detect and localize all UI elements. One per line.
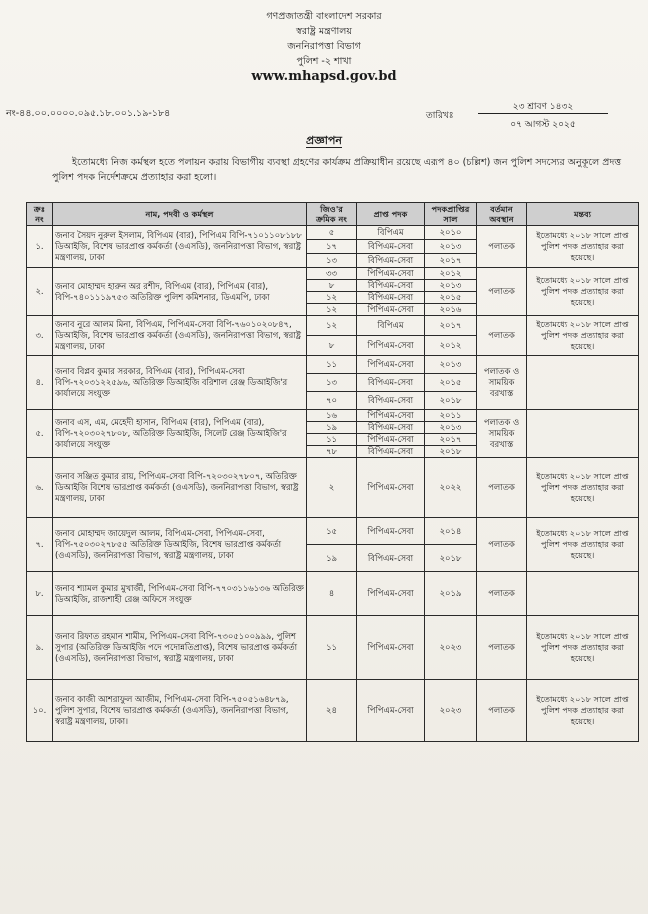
remark-cell	[527, 572, 639, 616]
status-cell: পলাতক ও সাময়িক বরখাস্ত	[477, 356, 527, 410]
go-serial-cell: ১১	[307, 356, 357, 374]
header-name: নাম, পদবী ও কর্মস্থল	[53, 203, 307, 226]
remark-cell: ইতোমধ্যে ২০১৮ সালে প্রাপ্ত পুলিশ পদক প্রত্যাহার করা হয়েছে।	[527, 518, 639, 572]
year-cell: ২০১২	[425, 268, 477, 280]
medal-cell: বিপিএম	[357, 226, 425, 240]
medal-cell: বিপিএম-সেবা	[357, 422, 425, 434]
remark-cell	[527, 410, 639, 458]
table-row	[27, 572, 639, 616]
header-remark: মন্তব্য	[527, 203, 639, 226]
document-title	[0, 132, 648, 151]
medal-cell: পিপিএম-সেবা	[357, 410, 425, 422]
year-cell: ২০১৪	[425, 518, 477, 545]
name-cell: জনাব মোহাম্মদ জায়েদুল আলম, বিপিএম-সেবা, পিপিএম-সেবা, বিপি-৭৫০৩০২৭৮৫৫ অতিরিক্ত ডিআইজি, বিশেষ ভারপ্রাপ্ত কর্মকর্তা (ওএসডি), জননিরাপত্তা বিভাগ, স্বরাষ্ট্র মন্ত্রণালয়, ঢাকা	[53, 518, 307, 572]
status-cell: পলাতক	[477, 268, 527, 316]
remark-cell: ইতোমধ্যে ২০১৮ সালে প্রাপ্ত পুলিশ পদক প্রত্যাহার করা হয়েছে।	[527, 616, 639, 680]
year-cell: ২০১৩	[425, 422, 477, 434]
serial-cell: ৮.	[27, 572, 53, 616]
year-cell: ২০২৩	[425, 616, 477, 680]
year-cell: ২০১৮	[425, 446, 477, 458]
go-serial-cell: ১৭	[307, 240, 357, 254]
medal-cell: পিপিএম-সেবা	[357, 616, 425, 680]
remark-cell: ইতোমধ্যে ২০১৮ সালে প্রাপ্ত পুলিশ পদক প্রত্যাহার করা হয়েছে।	[527, 680, 639, 742]
medal-cell: বিপিএম	[357, 316, 425, 336]
go-serial-cell: ১৩	[307, 374, 357, 392]
go-serial-cell: ৩৩	[307, 268, 357, 280]
serial-cell: ৩.	[27, 316, 53, 356]
go-serial-cell: ৫	[307, 226, 357, 240]
remark-cell	[527, 356, 639, 410]
go-serial-cell: ১১	[307, 616, 357, 680]
year-cell: ২০১১	[425, 410, 477, 422]
name-cell: জনাব সঞ্জিত কুমার রায়, পিপিএম-সেবা বিপি-৭২০৩০২৭৮০৭, অতিরিক্ত ডিআইজি বিশেষ ভারপ্রাপ্ত কর্মকর্তা (ওএসডি), জননিরাপত্তা বিভাগ, স্বরাষ্ট্র মন্ত্রণালয়, ঢাকা	[53, 458, 307, 518]
go-serial-cell: ১২	[307, 316, 357, 336]
medal-cell: পিপিএম-সেবা	[357, 356, 425, 374]
medal-cell: পিপিএম-সেবা	[357, 336, 425, 356]
year-cell: ২০১০	[425, 226, 477, 240]
intro-paragraph	[52, 155, 632, 185]
medal-cell: পিপিএম-সেবা	[357, 572, 425, 616]
go-serial-cell: ১৬	[307, 410, 357, 422]
medal-cell: বিপিএম-সেবা	[357, 545, 425, 572]
header-serial: ক্রঃ নং	[27, 203, 53, 226]
table-row	[27, 458, 639, 518]
table-row	[27, 226, 639, 240]
year-cell: ২০২২	[425, 458, 477, 518]
status-cell: পলাতক	[477, 572, 527, 616]
serial-cell: ২.	[27, 268, 53, 316]
status-cell: পলাতক	[477, 518, 527, 572]
table-header-row	[27, 203, 639, 226]
division-name: জননিরাপত্তা বিভাগ	[287, 41, 361, 52]
name-cell: জনাব সৈয়দ নুরুল ইসলাম, বিপিএম (বার), পিপিএম বিপি-৭১০১১০৮১৮৮ ডিআইজি, বিশেষ ভারপ্রাপ্ত কর্মকর্তা (ওএসডি), জননিরাপত্তা বিভাগ, স্বরাষ্ট্র মন্ত্রণালয়, ঢাকা	[53, 226, 307, 268]
status-cell: পলাতক	[477, 316, 527, 356]
header-year: পদকপ্রাপ্তির সাল	[425, 203, 477, 226]
year-cell: ২০১৭	[425, 434, 477, 446]
name-cell: জনাব বিপ্লব কুমার সরকার, বিপিএম (বার), পিপিএম-সেবা বিপি-৭২০৩১২২৫৯৬, অতিরিক্ত ডিআইজি বরিশাল রেঞ্জ ডিআইজি'র কার্যালয়ে সংযুক্ত	[53, 356, 307, 410]
year-cell: ২০১২	[425, 336, 477, 356]
go-serial-cell: ৭৮	[307, 446, 357, 458]
medal-cell: পিপিএম-সেবা	[357, 518, 425, 545]
date-divider	[478, 113, 608, 114]
intro-text: ইতোমধ্যে নিজ কর্মস্থল হতে পলায়ন করায় বিভাগীয় ব্যবস্থা গ্রহণের কার্যক্রম প্রক্রিয়াধীন রয়েছে এরূপ ৪০ (চল্লিশ) জন পুলিশ সদস্যের অনুকূলে প্রদত্ত পুলিশ পদক নির্দেশক্রমে প্রত্যাহার করা হলো।	[52, 157, 622, 183]
remark-cell: ইতোমধ্যে ২০১৮ সালে প্রাপ্ত পুলিশ পদক প্রত্যাহার করা হয়েছে।	[527, 226, 639, 268]
status-cell: পলাতক	[477, 458, 527, 518]
remark-cell: ইতোমধ্যে ২০১৮ সালে প্রাপ্ত পুলিশ পদক প্রত্যাহার করা হয়েছে।	[527, 316, 639, 356]
table-row	[27, 616, 639, 680]
serial-cell: ১.	[27, 226, 53, 268]
status-cell: পলাতক	[477, 616, 527, 680]
name-cell: জনাব মোহাম্মদ হারুন অর রশীদ, বিপিএম (বার), পিপিএম (বার), বিপি-৭৪০১১১৯৭৫৩ অতিরিক্ত পুলিশ কমিশনার, ডিএমপি, ঢাকা	[53, 268, 307, 316]
go-serial-cell: ৭০	[307, 392, 357, 410]
serial-cell: ৬.	[27, 458, 53, 518]
date-bangla: ২৩ শ্রাবণ ১৪৩২	[512, 102, 574, 112]
year-cell: ২০২৩	[425, 680, 477, 742]
branch-name: পুলিশ -২ শাখা	[296, 56, 352, 67]
medal-cell: পিপিএম-সেবা	[357, 434, 425, 446]
serial-cell: ৯.	[27, 616, 53, 680]
ministry-name: স্বরাষ্ট্র মন্ত্রণালয়	[296, 26, 352, 37]
medal-cell: বিপিএম-সেবা	[357, 240, 425, 254]
year-cell: ২০১৫	[425, 374, 477, 392]
website-link[interactable]: www.mhapsd.gov.bd	[251, 69, 397, 84]
go-serial-cell: ১৯	[307, 545, 357, 572]
date-english: ০৭ আগস্ট ২০২৫	[510, 120, 576, 130]
go-serial-cell: ২	[307, 458, 357, 518]
go-serial-cell: ১১	[307, 434, 357, 446]
go-serial-cell: ১৫	[307, 518, 357, 545]
medal-cell: পিপিএম-সেবা	[357, 680, 425, 742]
year-cell: ২০১৩	[425, 280, 477, 292]
go-serial-cell: ৪	[307, 572, 357, 616]
year-cell: ২০১৬	[425, 304, 477, 316]
go-serial-cell: ১২	[307, 304, 357, 316]
go-serial-cell: ১২	[307, 292, 357, 304]
date-label: তারিখঃ	[426, 111, 454, 121]
medal-cell: বিপিএম-সেবা	[357, 280, 425, 292]
medal-cell: পিপিএম-সেবা	[357, 304, 425, 316]
serial-cell: ৫.	[27, 410, 53, 458]
go-serial-cell: ৮	[307, 336, 357, 356]
medal-cell: বিপিএম-সেবা	[357, 292, 425, 304]
medal-cell: পিপিএম-সেবা	[357, 458, 425, 518]
name-cell: জনাব রিফাত রহমান শামীম, পিপিএম-সেবা বিপি-৭৩০৫১০০৯৯৯, পুলিশ সুপার (অতিরিক্ত ডিআইজি পদে পদোন্নতিপ্রাপ্ত), বিশেষ ভারপ্রাপ্ত কর্মকর্তা (ওএসডি), জননিরাপত্তা বিভাগ, স্বরাষ্ট্র মন্ত্রণালয়, ঢাকা	[53, 616, 307, 680]
header-medal: প্রাপ্ত পদক	[357, 203, 425, 226]
govt-name: গণপ্রজাতন্ত্রী বাংলাদেশ সরকার	[266, 11, 382, 22]
table-row	[27, 356, 639, 374]
go-serial-cell: ৮	[307, 280, 357, 292]
table-row	[27, 268, 639, 280]
year-cell: ২০১৫	[425, 292, 477, 304]
medal-cell: বিপিএম-সেবা	[357, 254, 425, 268]
remark-cell: ইতোমধ্যে ২০১৮ সালে প্রাপ্ত পুলিশ পদক প্রত্যাহার করা হয়েছে।	[527, 268, 639, 316]
year-cell: ২০১৩	[425, 356, 477, 374]
year-cell: ২০১৭	[425, 316, 477, 336]
table-row	[27, 518, 639, 545]
go-serial-cell: ২৪	[307, 680, 357, 742]
serial-cell: ৪.	[27, 356, 53, 410]
year-cell: ২০১৩	[425, 240, 477, 254]
status-cell: পলাতক	[477, 680, 527, 742]
table-row	[27, 410, 639, 422]
table-row	[27, 680, 639, 742]
year-cell: ২০১৯	[425, 572, 477, 616]
name-cell: জনাব নুরে আলম মিনা, বিপিএম, পিপিএম-সেবা বিপি-৭৬০১০২০৮৪৭, ডিআইজি, বিশেষ ভারপ্রাপ্ত কর্মকর্তা (ওএসডি), জননিরাপত্তা বিভাগ, স্বরাষ্ট্র মন্ত্রণালয়, ঢাকা	[53, 316, 307, 356]
status-cell: পলাতক ও সাময়িক বরখাস্ত	[477, 410, 527, 458]
table-row	[27, 316, 639, 336]
serial-cell: ৭.	[27, 518, 53, 572]
header-go-serial: জিও'র ক্রমিক নং	[307, 203, 357, 226]
medal-cell: বিপিএম-সেবা	[357, 446, 425, 458]
go-serial-cell: ১৩	[307, 254, 357, 268]
title-text: প্রজ্ঞাপন	[306, 134, 342, 147]
name-cell: জনাব এস, এম, মেহেদী হাসান, বিপিএম (বার), পিপিএম (বার), বিপি-৭২০৩০২৭৮০৮, অতিরিক্ত ডিআইজি, সিলেট রেঞ্জ ডিআইজি'র কার্যালয়ে সংযুক্ত	[53, 410, 307, 458]
year-cell: ২০১৮	[425, 545, 477, 572]
name-cell: জনাব শ্যামল কুমার মুখার্জী, পিপিএম-সেবা বিপি-৭৭০৩১১৬১৩৬ অতিরিক্ত ডিআইজি, রাজশাহী রেঞ্জ অফিসে সংযুক্ত	[53, 572, 307, 616]
header-status: বর্তমান অবস্থান	[477, 203, 527, 226]
go-serial-cell: ১৯	[307, 422, 357, 434]
status-cell: পলাতক	[477, 226, 527, 268]
medal-table	[26, 202, 639, 742]
name-cell: জনাব কাজী আশরাফুল আজীম, পিপিএম-সেবা বিপি-৭৫০৫১৬৪৮৭৯, পুলিশ সুপার, বিশেষ ভারপ্রাপ্ত কর্মকর্তা (ওএসডি), জননিরাপত্তা বিভাগ, স্বরাষ্ট্র মন্ত্রণালয়, ঢাকা।	[53, 680, 307, 742]
medal-cell: বিপিএম-সেবা	[357, 392, 425, 410]
medal-cell: পিপিএম-সেবা	[357, 268, 425, 280]
year-cell: ২০১৭	[425, 254, 477, 268]
medal-cell: বিপিএম-সেবা	[357, 374, 425, 392]
remark-cell: ইতোমধ্যে ২০১৮ সালে প্রাপ্ত পুলিশ পদক প্রত্যাহার করা হয়েছে।	[527, 458, 639, 518]
year-cell: ২০১৮	[425, 392, 477, 410]
serial-cell: ১০.	[27, 680, 53, 742]
memo-number: নং-৪৪.০০.০০০০.০৯৫.১৮.০০১.১৯-১৮৪	[6, 108, 171, 119]
